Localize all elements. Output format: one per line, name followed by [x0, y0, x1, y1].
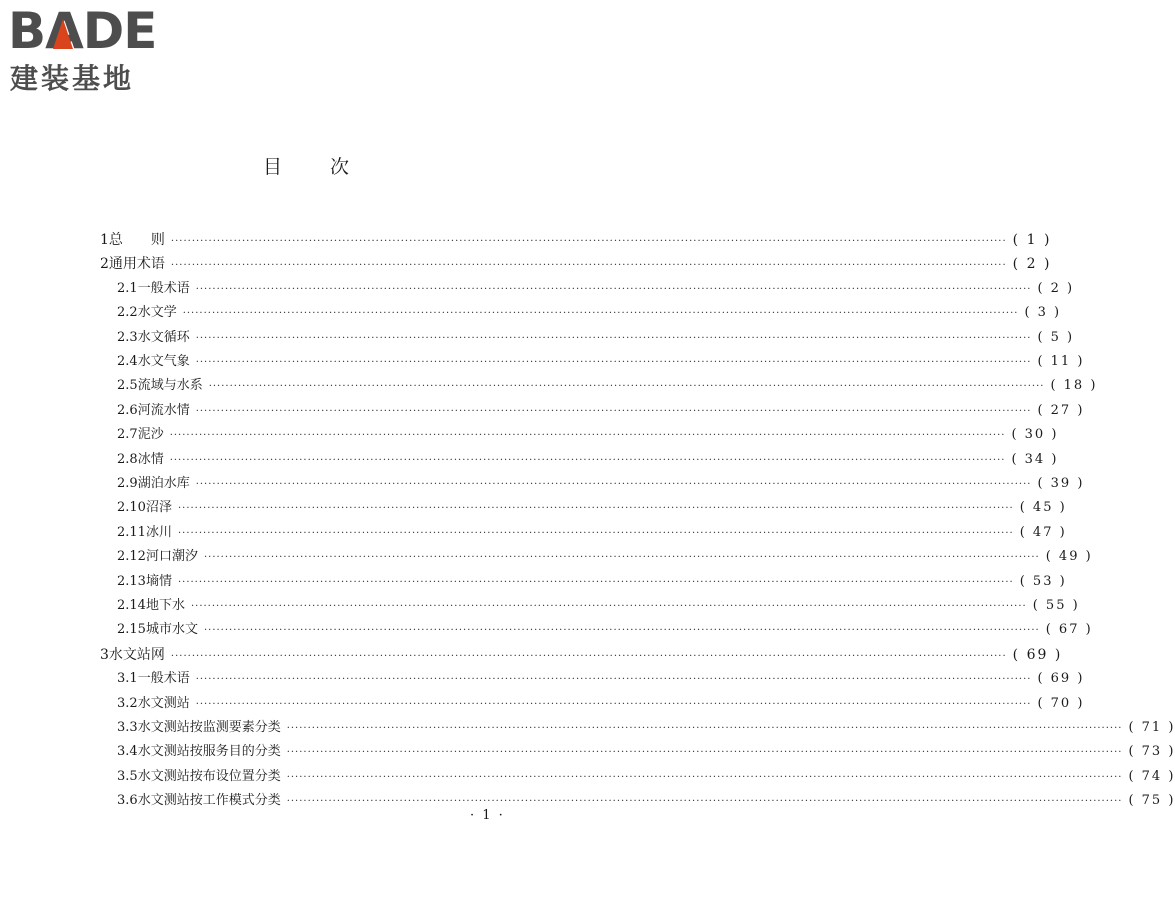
toc-entry-page: ( 2 ) [1037, 280, 1075, 296]
toc-leader-dots: ········································································································································································································ [195, 283, 1032, 295]
toc-entry [100, 252, 1052, 276]
toc-entry-title: 泥沙 [137, 427, 164, 443]
toc-entry-number: 1 [100, 232, 109, 248]
toc-entry-page: ( 70 ) [1037, 695, 1085, 711]
toc-entry-title: 冰情 [137, 451, 164, 467]
toc-entry-title: 水文气象 [137, 354, 190, 369]
logo-subtitle: 建装基地 [10, 62, 135, 95]
page-title-char: 次 [330, 156, 350, 178]
toc-leader-dots: ········································································································································································································ [286, 771, 1123, 783]
toc-entry-title: 流域与水系 [137, 378, 203, 394]
toc-leader-dots: ········································································································································································································ [203, 625, 1040, 637]
toc-entry-number: 2.10 [117, 500, 146, 516]
toc-entry-page: ( 2 ) [1012, 256, 1052, 273]
toc-entry [117, 667, 1085, 691]
toc-entry [117, 374, 1098, 398]
toc-entry [100, 228, 1052, 252]
toc-entry [117, 594, 1080, 618]
toc-entry-number: 2.7 [117, 427, 138, 443]
toc-leader-dots: ········································································································································································································ [195, 357, 1032, 368]
toc-leader-dots: ········································································································································································································ [286, 796, 1123, 808]
toc-entry-title: 水文循环 [137, 329, 190, 345]
toc-entry-page: ( 53 ) [1019, 573, 1067, 589]
toc-entry [117, 765, 1175, 789]
toc-leader-dots: ········································································································································································································ [169, 454, 1006, 466]
toc-leader-dots: ········································································································································································································ [195, 405, 1032, 417]
toc-entry-title: 水文测站按服务目的分类 [137, 744, 281, 760]
toc-entry-page: ( 18 ) [1050, 378, 1098, 394]
toc-leader-dots: ········································································································································································································ [203, 552, 1040, 564]
toc-entry-page: ( 75 ) [1128, 793, 1175, 809]
toc-entry-page: ( 45 ) [1019, 500, 1067, 516]
toc-entry [117, 350, 1085, 374]
toc-entry-number: 2.11 [117, 524, 146, 540]
toc-entry [117, 399, 1085, 423]
toc-entry [100, 643, 1063, 667]
toc-entry-page: ( 1 ) [1012, 232, 1052, 248]
toc-entry-title: 河口潮汐 [145, 549, 198, 565]
toc-entry [117, 472, 1085, 496]
toc-leader-dots: ········································································································································································································ [195, 332, 1032, 344]
page-title [0, 152, 612, 179]
toc-entry-title: 水文测站按工作模式分类 [137, 793, 281, 809]
toc-entry-number: 2.5 [117, 378, 138, 394]
toc-entry-number: 2.4 [117, 354, 138, 369]
toc-entry [117, 423, 1059, 447]
toc-entry [117, 521, 1067, 545]
toc-entry-page: ( 73 ) [1128, 744, 1175, 760]
toc-entry-page: ( 49 ) [1045, 549, 1093, 565]
toc-entry-page: ( 5 ) [1037, 329, 1075, 345]
toc-leader-dots: ········································································································································································································ [195, 479, 1032, 490]
toc-entry-number: 2.14 [117, 598, 146, 613]
toc-entry-title: 水文测站 [137, 695, 190, 711]
toc-entry-number: 2.2 [117, 305, 138, 321]
toc-entry [117, 618, 1093, 642]
page-title-char: 目 [262, 156, 282, 178]
toc-entry [117, 740, 1175, 764]
toc-entry-title: 冰川 [145, 524, 172, 540]
toc-entry-number: 3 [100, 646, 109, 663]
toc-entry [117, 545, 1093, 569]
toc-entry-title: 沼泽 [145, 500, 172, 516]
toc-entry-page: ( 67 ) [1045, 622, 1093, 638]
toc-entry-title: 水文测站按布设位置分类 [137, 768, 281, 784]
toc-entry-title: 城市水文 [145, 622, 198, 638]
toc-leader-dots: ········································································································································································································ [195, 698, 1032, 710]
toc-entry-number: 3.1 [117, 671, 138, 687]
toc-entry-number: 2.8 [117, 451, 138, 467]
toc-entry-title: 水文站网 [108, 646, 165, 663]
toc-entry-title: 通用术语 [108, 256, 165, 273]
toc-entry [117, 326, 1075, 350]
toc-entry-page: ( 69 ) [1037, 671, 1085, 687]
toc-entry-number: 2.12 [117, 549, 146, 565]
toc-entry [117, 496, 1067, 520]
toc-entry-page: ( 27 ) [1037, 402, 1085, 418]
toc-entry [117, 570, 1067, 594]
toc-entry-number: 2.9 [117, 476, 138, 491]
toc-leader-dots: ········································································································································································································ [177, 503, 1014, 515]
toc-entry-title: 总 则 [108, 232, 165, 248]
toc-leader-dots: ········································································································································································································ [190, 601, 1027, 612]
toc-entry-number: 3.5 [117, 768, 138, 784]
toc-leader-dots: ········································································································································································································ [286, 723, 1123, 734]
toc-entry-title: 一般术语 [137, 671, 190, 687]
toc-entry-page: ( 55 ) [1032, 598, 1080, 613]
toc-entry-page: ( 71 ) [1128, 720, 1175, 735]
toc-entry-page: ( 11 ) [1037, 354, 1085, 369]
toc-entry-number: 2.6 [117, 402, 138, 418]
logo-accent-icon [53, 19, 73, 49]
toc-entry [117, 692, 1085, 716]
toc-entry-title: 地下水 [145, 598, 185, 613]
toc-entry-page: ( 74 ) [1128, 768, 1175, 784]
logo [8, 2, 178, 96]
toc-entry-page: ( 47 ) [1019, 524, 1067, 540]
toc-leader-dots: ········································································································································································································ [182, 308, 1019, 320]
toc-entry-title: 水文测站按监测要素分类 [137, 720, 281, 735]
toc-entry-number: 3.6 [117, 793, 138, 809]
toc-leader-dots: ········································································································································································································ [170, 236, 1007, 247]
toc-entry-title: 河流水情 [137, 402, 190, 418]
toc-entry-page: ( 39 ) [1037, 476, 1085, 491]
toc-entry-title: 湖泊水库 [137, 476, 190, 491]
toc-entry-number: 3.2 [117, 695, 138, 711]
toc-entry [117, 789, 1175, 813]
toc-entry-title: 水文学 [137, 305, 177, 321]
toc-leader-dots: ········································································································································································································ [177, 527, 1014, 539]
toc-entry-number: 2.1 [117, 280, 138, 296]
toc-leader-dots: ········································································································································································································ [170, 260, 1007, 272]
toc-entry-page: ( 34 ) [1011, 451, 1059, 467]
toc-entry-title: 一般术语 [137, 280, 190, 296]
toc-entry-page: ( 30 ) [1011, 427, 1059, 443]
toc-entry-page: ( 69 ) [1012, 646, 1063, 663]
toc-entry-number: 3.4 [117, 744, 138, 760]
logo-wordmark: BADE [8, 2, 157, 60]
toc-leader-dots: ········································································································································································································ [286, 747, 1123, 759]
toc-entry-number: 2.3 [117, 329, 138, 345]
page-number: · 1 · [470, 808, 505, 823]
toc-entry [117, 301, 1062, 325]
toc-leader-dots: ········································································································································································································ [170, 650, 1007, 662]
toc-entry-number: 2.15 [117, 622, 146, 638]
toc-entry [117, 716, 1175, 740]
toc-leader-dots: ········································································································································································································ [177, 576, 1014, 588]
toc-entry-number: 2.13 [117, 573, 146, 589]
toc-entry [117, 277, 1075, 301]
toc-entry [117, 448, 1059, 472]
toc-leader-dots: ········································································································································································································ [169, 430, 1006, 442]
toc-leader-dots: ········································································································································································································ [195, 674, 1032, 686]
toc-entry-number: 3.3 [117, 720, 138, 735]
toc-entry-number: 2 [100, 256, 109, 273]
toc-entry-page: ( 3 ) [1024, 305, 1062, 321]
toc-entry-title: 墒情 [145, 573, 172, 589]
toc-leader-dots: ········································································································································································································ [208, 381, 1045, 393]
